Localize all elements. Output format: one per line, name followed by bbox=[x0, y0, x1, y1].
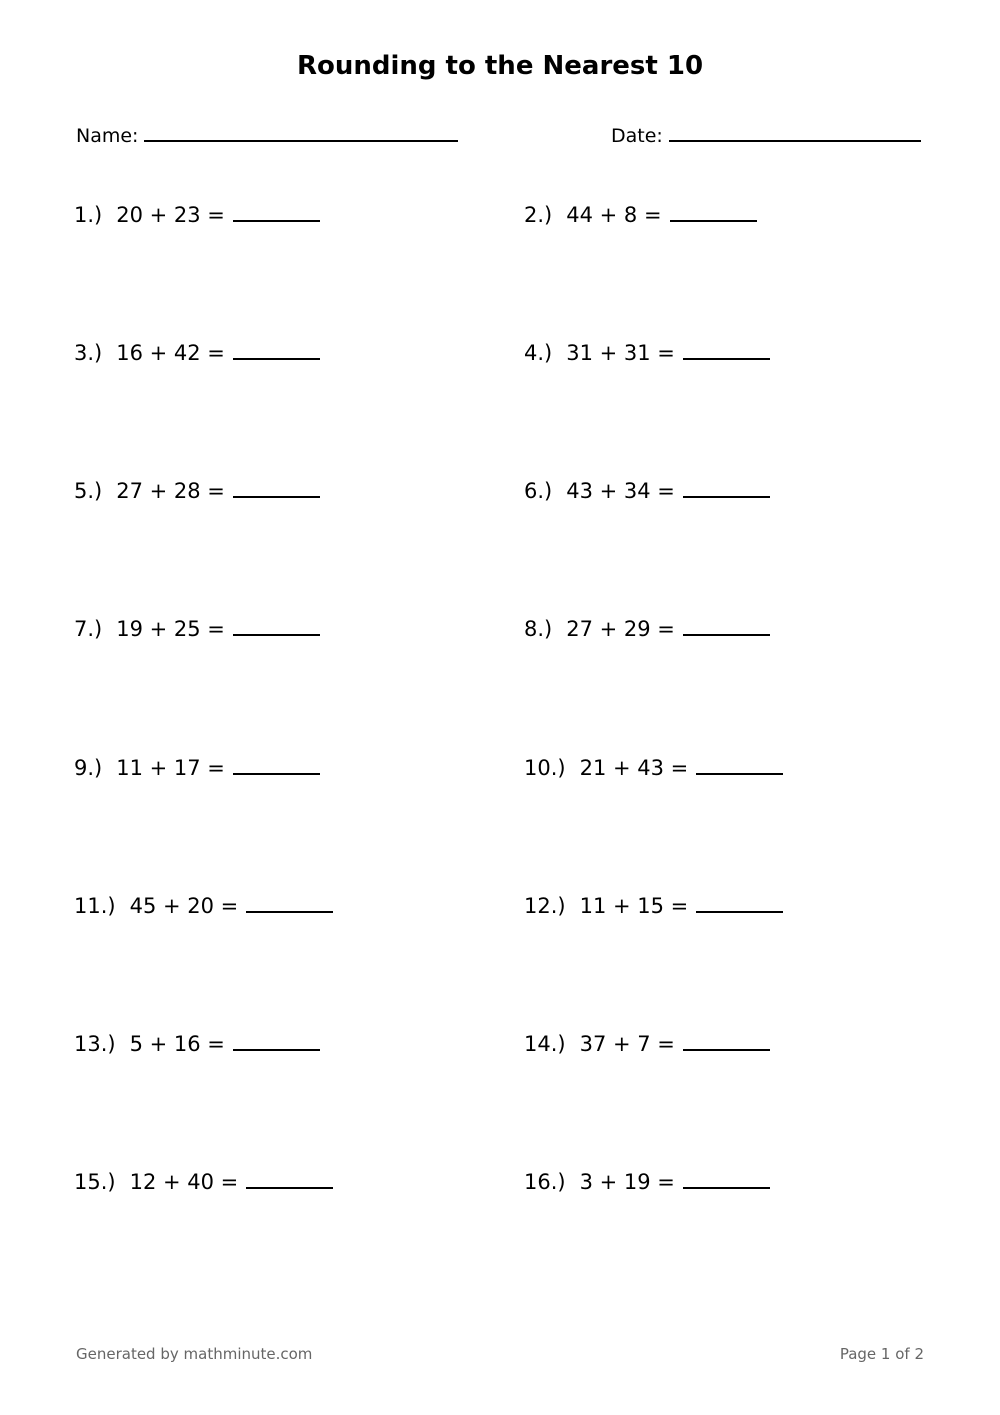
problem-13 bbox=[74, 1029, 320, 1059]
problem-number: 12.) bbox=[524, 894, 566, 918]
answer-blank[interactable] bbox=[683, 484, 770, 498]
problem-expression: 27 + 28 = bbox=[116, 479, 225, 503]
problem-expression: 21 + 43 = bbox=[579, 756, 689, 780]
problem-7 bbox=[74, 614, 320, 644]
problem-expression: 45 + 20 = bbox=[129, 894, 239, 918]
problem-expression: 3 + 19 = bbox=[579, 1170, 675, 1194]
answer-blank[interactable] bbox=[246, 1175, 333, 1189]
problem-8 bbox=[524, 614, 770, 644]
answer-blank[interactable] bbox=[696, 899, 783, 913]
page-number: Page 1 of 2 bbox=[839, 1345, 924, 1363]
date-blank-line[interactable] bbox=[669, 126, 921, 142]
problem-expression: 20 + 23 = bbox=[116, 203, 225, 227]
date-field[interactable] bbox=[611, 122, 921, 150]
problem-15 bbox=[74, 1167, 333, 1197]
answer-blank[interactable] bbox=[233, 1037, 320, 1051]
problem-16 bbox=[524, 1167, 770, 1197]
problem-14 bbox=[524, 1029, 770, 1059]
problem-expression: 19 + 25 = bbox=[116, 617, 225, 641]
name-field[interactable] bbox=[76, 122, 458, 150]
problem-expression: 27 + 29 = bbox=[566, 617, 675, 641]
answer-blank[interactable] bbox=[246, 899, 333, 913]
problem-number: 10.) bbox=[524, 756, 566, 780]
problem-number: 14.) bbox=[524, 1032, 566, 1056]
answer-blank[interactable] bbox=[696, 761, 783, 775]
problem-number: 3.) bbox=[74, 341, 103, 365]
problem-number: 7.) bbox=[74, 617, 103, 641]
answer-blank[interactable] bbox=[233, 484, 320, 498]
name-label: Name: bbox=[76, 125, 139, 147]
answer-blank[interactable] bbox=[233, 622, 320, 636]
problem-number: 11.) bbox=[74, 894, 116, 918]
problem-5 bbox=[74, 476, 320, 506]
problem-expression: 5 + 16 = bbox=[129, 1032, 225, 1056]
problem-expression: 11 + 17 = bbox=[116, 756, 225, 780]
problem-12 bbox=[524, 891, 783, 921]
problem-1 bbox=[74, 200, 320, 230]
problem-number: 5.) bbox=[74, 479, 103, 503]
answer-blank[interactable] bbox=[233, 761, 320, 775]
problem-9 bbox=[74, 753, 320, 783]
problem-11 bbox=[74, 891, 333, 921]
generated-by-text: Generated by mathminute.com bbox=[76, 1345, 313, 1363]
problem-6 bbox=[524, 476, 770, 506]
problem-expression: 37 + 7 = bbox=[579, 1032, 675, 1056]
problem-10 bbox=[524, 753, 783, 783]
problem-number: 2.) bbox=[524, 203, 553, 227]
answer-blank[interactable] bbox=[233, 346, 320, 360]
answer-blank[interactable] bbox=[233, 208, 320, 222]
problem-expression: 16 + 42 = bbox=[116, 341, 225, 365]
problem-expression: 11 + 15 = bbox=[579, 894, 689, 918]
problem-number: 8.) bbox=[524, 617, 553, 641]
problem-number: 16.) bbox=[524, 1170, 566, 1194]
problem-number: 1.) bbox=[74, 203, 103, 227]
problem-4 bbox=[524, 338, 770, 368]
problem-expression: 31 + 31 = bbox=[566, 341, 675, 365]
problem-2 bbox=[524, 200, 757, 230]
answer-blank[interactable] bbox=[683, 346, 770, 360]
answer-blank[interactable] bbox=[670, 208, 757, 222]
problem-number: 13.) bbox=[74, 1032, 116, 1056]
answer-blank[interactable] bbox=[683, 1037, 770, 1051]
problem-number: 6.) bbox=[524, 479, 553, 503]
date-label: Date: bbox=[611, 125, 663, 147]
problem-3 bbox=[74, 338, 320, 368]
problem-number: 15.) bbox=[74, 1170, 116, 1194]
answer-blank[interactable] bbox=[683, 622, 770, 636]
problem-number: 9.) bbox=[74, 756, 103, 780]
problem-expression: 43 + 34 = bbox=[566, 479, 675, 503]
answer-blank[interactable] bbox=[683, 1175, 770, 1189]
problem-number: 4.) bbox=[524, 341, 553, 365]
page-title: Rounding to the Nearest 10 bbox=[296, 51, 704, 81]
problem-expression: 44 + 8 = bbox=[566, 203, 662, 227]
problem-expression: 12 + 40 = bbox=[129, 1170, 239, 1194]
name-blank-line[interactable] bbox=[144, 126, 458, 142]
